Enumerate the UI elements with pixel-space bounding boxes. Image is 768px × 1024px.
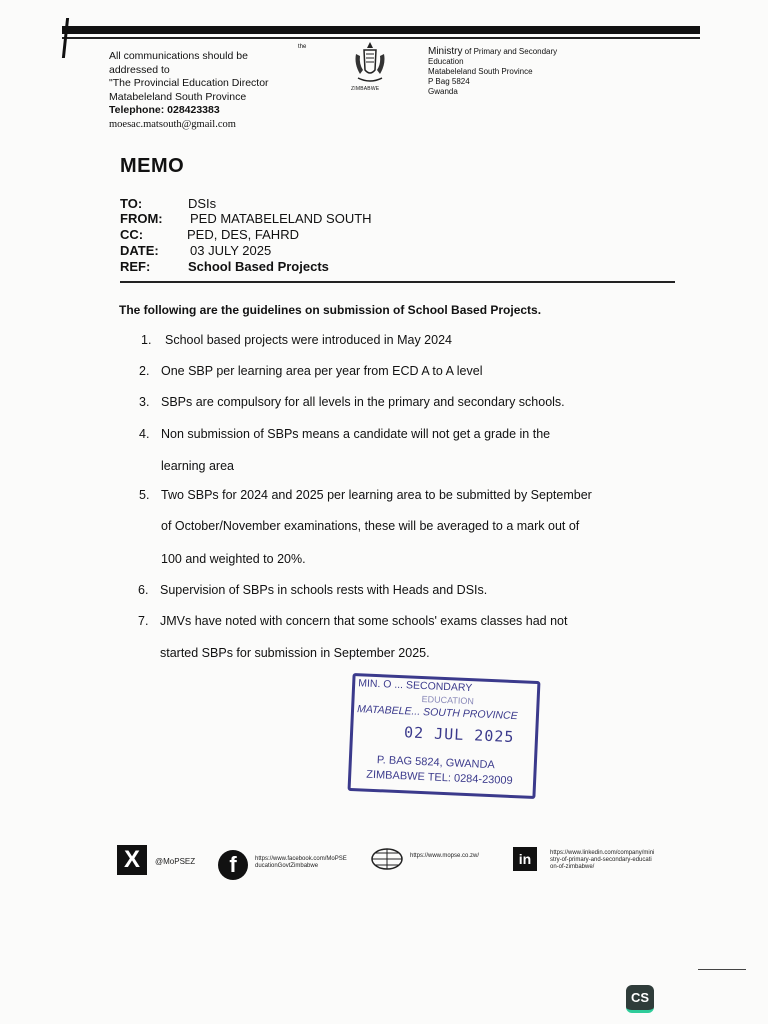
footer-line bbox=[698, 969, 746, 970]
the-label: the bbox=[298, 44, 307, 50]
facebook-logo-icon: f bbox=[218, 850, 248, 880]
camscanner-badge: CS bbox=[626, 985, 654, 1013]
telephone: Telephone: 028423383 bbox=[109, 104, 220, 116]
ref-value: School Based Projects bbox=[188, 259, 329, 274]
letterhead-top-border bbox=[62, 18, 700, 40]
ministry-line: P Bag 5824 bbox=[428, 77, 470, 86]
address-line: "The Provincial Education Director bbox=[109, 77, 269, 89]
official-date-stamp: MIN. O ... SECONDARY EDUCATION MATABELE... SOUTH PROVINCE 02 JUL 2025 P. BAG 5824, GWANDA ZIMBABWE TEL: 0284-23009 bbox=[348, 673, 541, 799]
address-line: Matabeleland South Province bbox=[109, 90, 247, 103]
cc-label: CC: bbox=[120, 227, 144, 242]
header-divider bbox=[120, 281, 675, 283]
to-label: TO: bbox=[120, 196, 143, 211]
memo-title: MEMO bbox=[120, 155, 185, 177]
x-logo-icon: X bbox=[117, 845, 147, 875]
facebook-url: https://www.facebook.com/MoPSEducationGovtZimbabwe bbox=[255, 856, 347, 869]
letterhead-address-block bbox=[109, 50, 269, 131]
ministry-address-block bbox=[428, 47, 557, 97]
ministry-title-rest: of Primary and Secondary bbox=[462, 47, 558, 56]
coat-of-arms-icon bbox=[350, 40, 390, 92]
globe-icon bbox=[371, 848, 403, 870]
email: moesac.matsouth@gmail.com bbox=[109, 118, 236, 130]
ministry-title-big: Ministry bbox=[428, 46, 463, 57]
stamp-date: 02 JUL 2025 bbox=[403, 723, 515, 747]
ref-label: REF: bbox=[120, 259, 151, 274]
cc-value: PED, DES, FAHRD bbox=[187, 227, 299, 242]
from-value: PED MATABELELAND SOUTH bbox=[190, 211, 372, 226]
ministry-line: Matabeleland South Province bbox=[428, 67, 533, 76]
memo-page: All communications should be addressed to "The Provincial Education Director Matabeleland South Province Telephone: 028423383 moesac.matsouth@gmail.com the ZIMBABWE Ministry of Primary and Secondary Education Matabeleland South Province P Bag 5824 Gwanda MEMO TO: DSIs FROM: PED MATABELELAND SOUTH CC: PED, DES, FAHRD DATE: 03 JULY 2025 REF: School Based Projects The following are the guidelines on submission of School Based Projects. 1. School based projects were introduced in May 2024 2. One SBP per learning area per year from ECD A to A level 3. SBPs are compulsory for all levels in the primary and secondary schools. 4. Non submission of SBPs means a candidate will not get a grade in the learning area 5. Two SBPs for 2024 and 2025 per learning area to be submitted by September of October/November examinations, these will be averaged to a mark out of 100 and weighted to 20%. 6. Supervision of SBPs in schools rests with Heads and DSIs. 7. JMVs have noted with concern that some schools' exams classes had not started SBPs for submission in September 2025. MIN. O ... SECONDARY EDUCATION MATABELE... SOUTH PROVINCE 02 JUL 2025 P. BAG 5824, GWANDA ZIMBABWE TEL: 0284-23009 X @MoPSEZ f https://www.facebook.com/MoPSEducationGovtZimbabwe https://www.mopse.co.zw/ in https://www.linkedin.com/company/ministry-of-primary-and-secondary-education-of-zimbabwe/ CS bbox=[0, 0, 768, 1024]
crest-caption: ZIMBABWE bbox=[351, 86, 380, 92]
from-label: FROM: bbox=[120, 211, 163, 226]
website-url: https://www.mopse.co.zw/ bbox=[410, 853, 480, 859]
date-label: DATE: bbox=[120, 243, 159, 258]
address-line: All communications should be bbox=[109, 50, 248, 62]
ministry-line: Gwanda bbox=[428, 87, 458, 96]
linkedin-logo-icon: in bbox=[513, 847, 537, 871]
linkedin-url: https://www.linkedin.com/company/ministry-of-primary-and-secondary-education-of-zimbabwe/ bbox=[550, 850, 655, 870]
date-value: 03 JULY 2025 bbox=[190, 243, 272, 258]
ministry-line: Education bbox=[428, 57, 464, 66]
x-handle: @MoPSEZ bbox=[155, 857, 196, 866]
to-value: DSIs bbox=[188, 196, 217, 211]
address-line: addressed to bbox=[109, 63, 170, 76]
intro-text: The following are the guidelines on submission of School Based Projects. bbox=[119, 303, 542, 317]
